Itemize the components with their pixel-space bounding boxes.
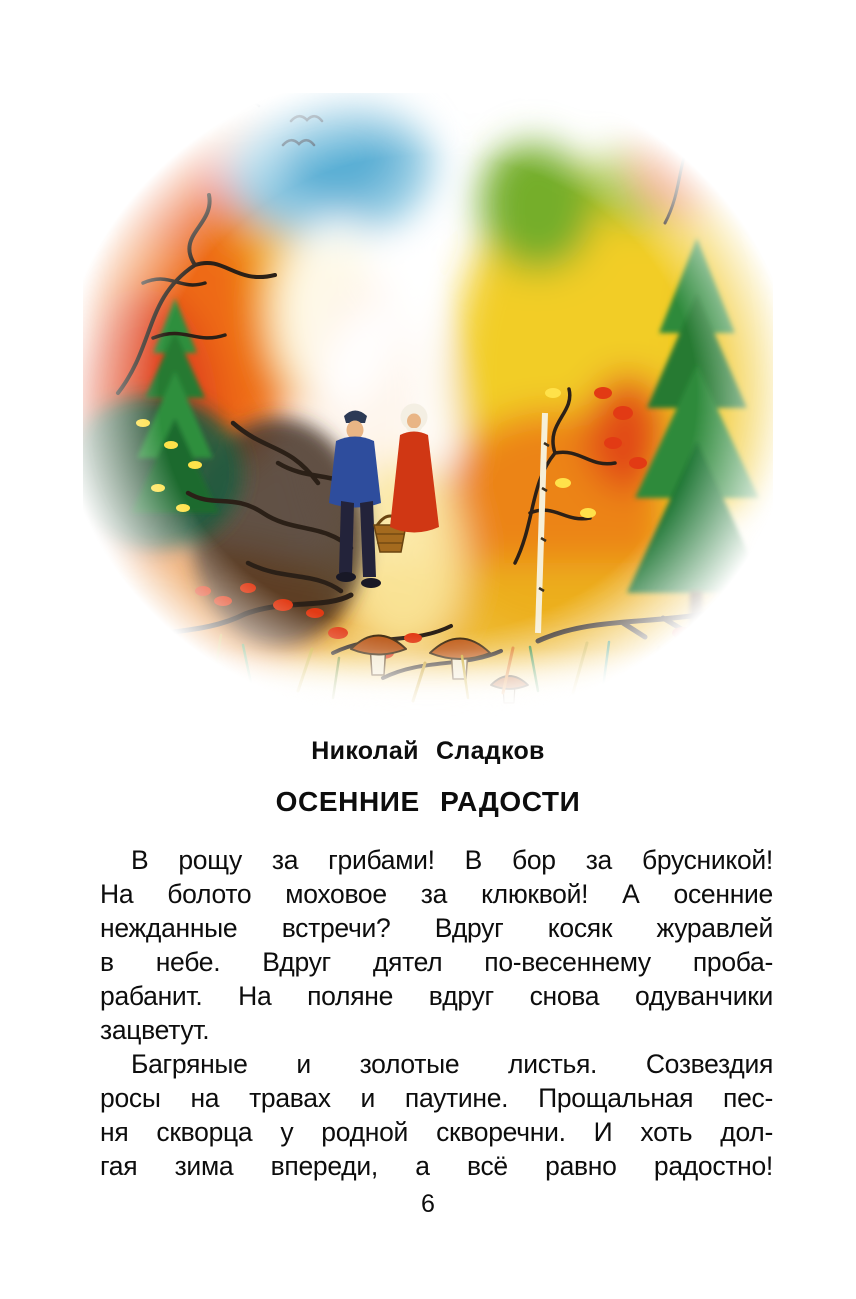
paragraph-1 [100, 843, 773, 1047]
page-number: 6 [421, 1190, 435, 1218]
text-line: зацветут. [100, 1015, 210, 1045]
text-line: В рощу за грибами! В бор за брусникой! [131, 845, 773, 875]
text-line: гая зима впереди, а всё равно радостно! [100, 1151, 773, 1181]
text-line: в небе. Вдруг дятел по-весеннему проба- [100, 947, 773, 977]
girl-face [407, 414, 421, 429]
story-text [100, 843, 773, 1183]
text-line: ня скворца у родной скворечни. И хоть дол- [100, 1117, 773, 1147]
boy-leg [339, 501, 354, 573]
text-line: росы на травах и паутине. Прощальная пес- [100, 1083, 773, 1113]
text-line: рабанит. На поляне вдруг снова одуванчики [100, 981, 773, 1011]
story-title: ОСЕННИЕ РАДОСТИ [275, 786, 581, 817]
paragraph-2 [100, 1047, 773, 1183]
text-line: На болото моховое за клюквой! А осенние [100, 879, 773, 909]
author-name: Николай Сладков [311, 737, 545, 765]
autumn-forest-illustration [83, 93, 773, 721]
text-line: нежданные встречи? Вдруг косяк журавлей [100, 913, 773, 943]
text-line: Багряные и золотые листья. Созвездия [131, 1049, 773, 1079]
boy-jacket [329, 437, 381, 508]
